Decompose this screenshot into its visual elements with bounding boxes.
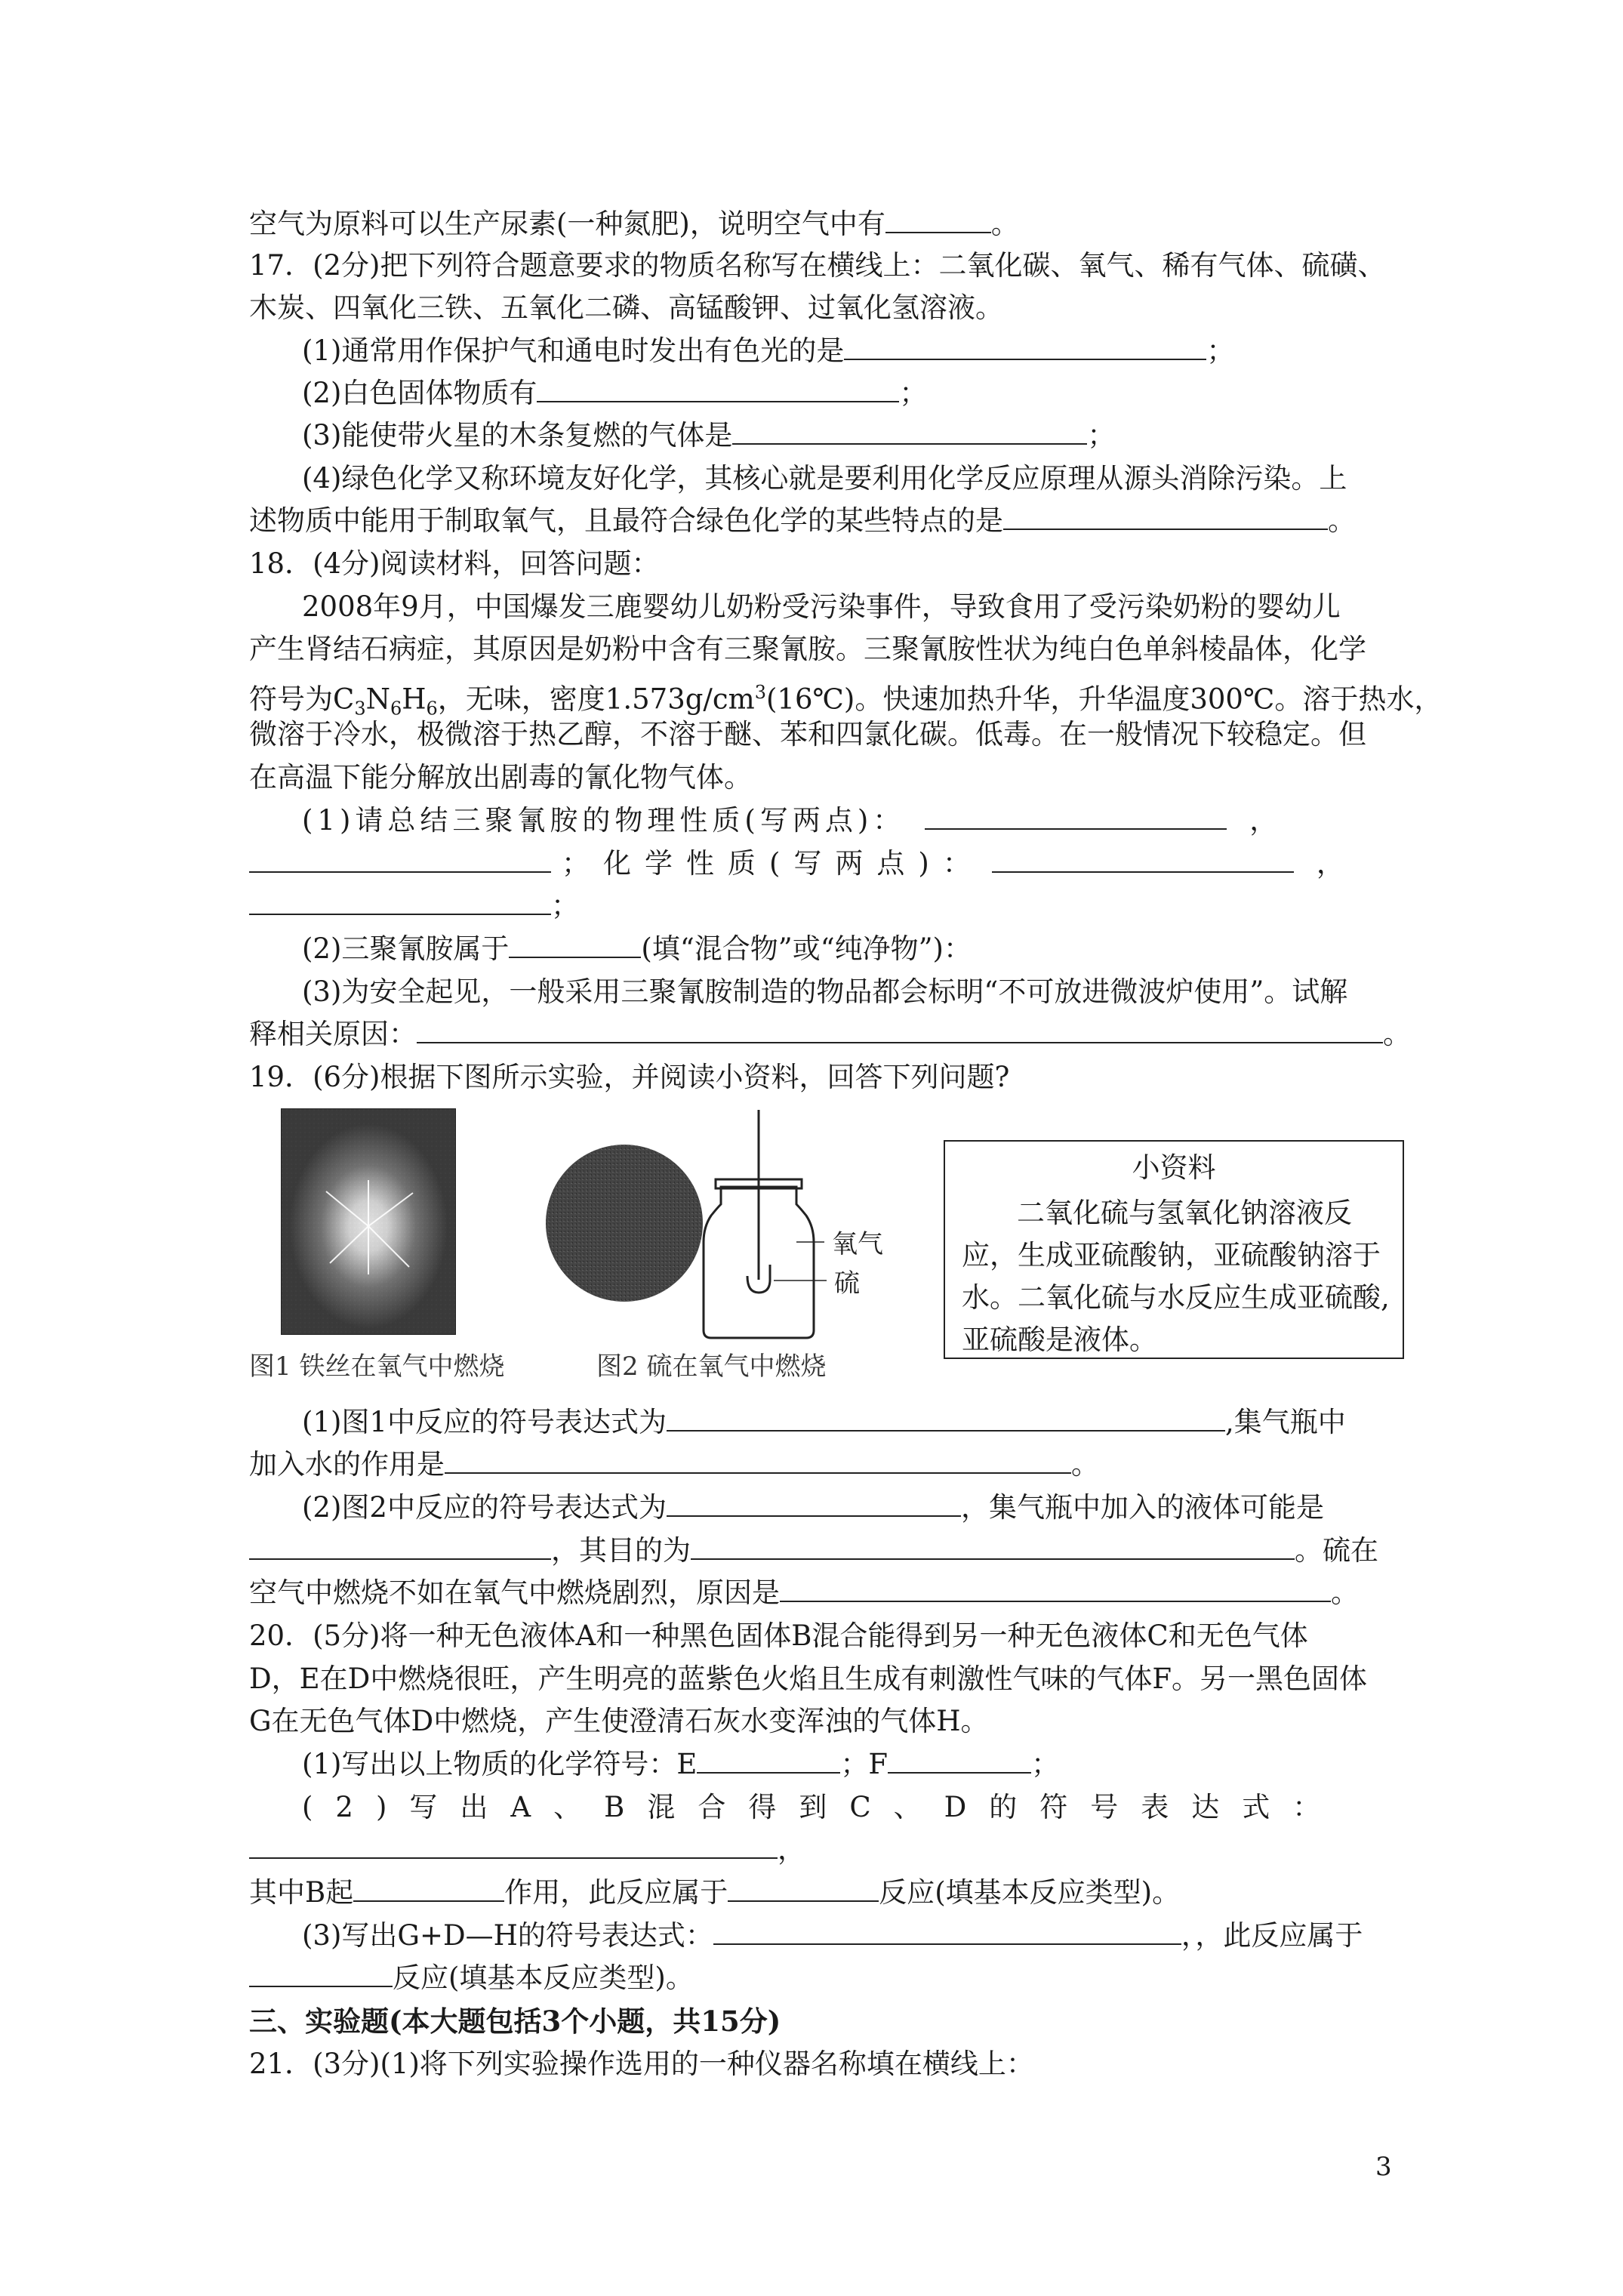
text: ； bbox=[1206, 334, 1235, 367]
question-20-part-3 bbox=[249, 1958, 1397, 1999]
text: 释相关原因： bbox=[249, 1018, 417, 1050]
page-number: 3 bbox=[1375, 2152, 1392, 2182]
text: 加入水的作用是 bbox=[249, 1448, 445, 1481]
text: (2)写出A、B混合得到C、D的符号表达式： bbox=[302, 1791, 1344, 1823]
info-box-line: 应，生成亚硫酸钠，亚硫酸钠溶于 bbox=[962, 1239, 1381, 1271]
info-box-title: 小资料 bbox=[1132, 1151, 1216, 1184]
sulfur-flame-photo bbox=[546, 1145, 703, 1302]
text: ， bbox=[1249, 804, 1278, 837]
text: (4)绿色化学又称环境友好化学，其核心就是要利用化学反应原理从源头消除污染。上 bbox=[302, 462, 1347, 495]
answer-blank[interactable] bbox=[697, 1745, 840, 1774]
text: 符号为C bbox=[249, 683, 355, 716]
text: 20．(5分)将一种无色液体A和一种黑色固体B混合能得到另一种无色液体C和无色气体 bbox=[249, 1620, 1308, 1652]
question-17-part-3 bbox=[302, 415, 1397, 456]
answer-blank[interactable] bbox=[780, 1573, 1331, 1602]
text: 。 bbox=[1383, 1018, 1411, 1050]
question-17-stem bbox=[249, 288, 1397, 328]
text: (16℃)。快速加热升华，升华温度300℃。溶于热水， bbox=[765, 683, 1443, 716]
answer-blank[interactable] bbox=[445, 1445, 1071, 1474]
oxygen-label: 氧气 bbox=[832, 1229, 883, 1259]
info-box-line: 二氧化硫与氢氧化钠溶液反 bbox=[1017, 1197, 1352, 1229]
question-17-part-4 bbox=[249, 501, 1397, 541]
text: 。 bbox=[1331, 1576, 1359, 1609]
info-box bbox=[944, 1140, 1404, 1359]
answer-blank[interactable] bbox=[249, 886, 551, 915]
figure-1-caption: 图1 铁丝在氧气中燃烧 bbox=[249, 1351, 505, 1382]
question-18-part-3 bbox=[302, 972, 1397, 1012]
question-20-stem bbox=[249, 1659, 1397, 1700]
question-20-part-1 bbox=[302, 1744, 1397, 1785]
answer-blank[interactable] bbox=[537, 374, 899, 402]
text: ，其目的为 bbox=[551, 1534, 691, 1567]
text: ；F bbox=[840, 1748, 888, 1780]
reading-material bbox=[249, 757, 1397, 798]
answer-blank[interactable] bbox=[728, 1873, 879, 1902]
answer-blank[interactable] bbox=[885, 205, 991, 233]
text: 。 bbox=[1071, 1448, 1099, 1481]
question-17-stem bbox=[249, 245, 1397, 286]
question-20-stem bbox=[249, 1701, 1397, 1742]
text: 在高温下能分解放出剧毒的氰化物气体。 bbox=[249, 761, 752, 794]
text: (1)写出以上物质的化学符号：E bbox=[302, 1748, 698, 1780]
text: (2)三聚氰胺属于 bbox=[302, 932, 510, 965]
text: 19．(6分)根据下图所示实验，并阅读小资料，回答下列问题? bbox=[249, 1061, 1010, 1093]
answer-blank[interactable] bbox=[1003, 501, 1328, 530]
question-20-part-3 bbox=[302, 1915, 1397, 1956]
question-17-part-4 bbox=[302, 458, 1397, 499]
answer-blank[interactable] bbox=[249, 844, 551, 873]
text: (2)图2中反应的符号表达式为 bbox=[302, 1491, 667, 1524]
info-box-line: 亚硫酸是液体。 bbox=[962, 1324, 1157, 1356]
question-20-part-2 bbox=[249, 1872, 1397, 1913]
text: G在无色气体D中燃烧，产生使澄清石灰水变浑浊的气体H。 bbox=[249, 1705, 989, 1737]
text: 反应(填基本反应类型)。 bbox=[393, 1962, 694, 1994]
reading-material bbox=[302, 587, 1397, 627]
text-line bbox=[249, 204, 1397, 245]
answer-blank[interactable] bbox=[713, 1916, 1181, 1945]
text: 反应(填基本反应类型)。 bbox=[879, 1876, 1181, 1909]
text: 空气为原料可以生产尿素(一种氮肥)，说明空气中有 bbox=[249, 208, 885, 240]
question-18-part-2 bbox=[302, 929, 1397, 969]
info-box-line: 水。二氧化硫与水反应生成亚硫酸, bbox=[962, 1281, 1390, 1314]
question-19-part-2 bbox=[249, 1573, 1397, 1613]
text: ， bbox=[1316, 847, 1344, 880]
subscript: 6 bbox=[390, 698, 402, 720]
text: 18．(4分)阅读材料，回答问题： bbox=[249, 547, 660, 580]
answer-blank[interactable] bbox=[417, 1015, 1383, 1043]
answer-blank[interactable] bbox=[691, 1531, 1295, 1560]
text: ，集气瓶中加入的液体可能是 bbox=[960, 1491, 1324, 1524]
question-18-part-1 bbox=[249, 886, 1397, 926]
answer-blank[interactable] bbox=[249, 1830, 778, 1859]
text: ；化学性质(写两点)： bbox=[562, 847, 984, 880]
text: ； bbox=[1031, 1748, 1060, 1780]
question-19-part-2 bbox=[249, 1530, 1397, 1571]
text: ，，此反应属于 bbox=[1181, 1919, 1363, 1952]
question-18-part-1 bbox=[249, 843, 1397, 884]
text: 其中B起 bbox=[249, 1876, 354, 1909]
question-17-part-1 bbox=[302, 331, 1397, 371]
text: 。硫在 bbox=[1295, 1534, 1378, 1567]
text: (1)图1中反应的符号表达式为 bbox=[302, 1406, 667, 1438]
answer-blank[interactable] bbox=[249, 1959, 393, 1987]
question-18-stem bbox=[249, 544, 1397, 584]
answer-blank[interactable] bbox=[888, 1745, 1031, 1774]
text: (2)白色固体物质有 bbox=[302, 377, 537, 409]
text: (1)通常用作保护气和通电时发出有色光的是 bbox=[302, 334, 845, 367]
text: 产生肾结石病症，其原因是奶粉中含有三聚氰胺。三聚氰胺性状为纯白色单斜棱晶体，化学 bbox=[249, 633, 1366, 665]
text: 微溶于冷水，极微溶于热乙醇，不溶于醚、苯和四氯化碳。低毒。在一般情况下较稳定。但 bbox=[249, 718, 1366, 750]
text: ； bbox=[899, 377, 928, 409]
iron-wire-burning-photo bbox=[281, 1108, 456, 1335]
text: N bbox=[365, 683, 390, 716]
text: 。 bbox=[1328, 504, 1356, 537]
question-20-part-2 bbox=[249, 1829, 1397, 1870]
text: 述物质中能用于制取氧气，且最符合绿色化学的某些特点的是 bbox=[249, 504, 1003, 537]
question-19-stem bbox=[249, 1057, 1397, 1098]
text: (3)写出G+D—H的符号表达式： bbox=[302, 1919, 713, 1952]
question-19-part-1 bbox=[249, 1444, 1397, 1485]
question-18-part-1 bbox=[302, 800, 1397, 841]
sulfur-burning-diagram bbox=[544, 1095, 898, 1348]
sulfur-label: 硫 bbox=[834, 1268, 860, 1299]
answer-blank[interactable] bbox=[667, 1403, 1225, 1432]
section-heading: 三、实验题(本大题包括3个小题，共15分) bbox=[249, 2005, 781, 2038]
subscript: 3 bbox=[354, 698, 366, 720]
text: 。 bbox=[990, 208, 1019, 240]
question-19-part-1 bbox=[302, 1402, 1397, 1443]
answer-blank[interactable] bbox=[732, 416, 1087, 445]
reading-material bbox=[249, 629, 1397, 670]
reading-material bbox=[249, 714, 1397, 755]
text: 17．(2分)把下列符合题意要求的物质名称写在横线上：二氧化碳、氧气、稀有气体、硫磺、 bbox=[249, 249, 1386, 282]
text: (填“混合物”或“纯净物”)： bbox=[641, 932, 972, 965]
text: ； bbox=[1087, 419, 1116, 451]
subscript: 6 bbox=[426, 698, 438, 720]
answer-blank[interactable] bbox=[844, 331, 1206, 360]
text: H bbox=[402, 683, 427, 716]
figure-2-caption: 图2 硫在氧气中燃烧 bbox=[596, 1351, 827, 1382]
text: ， bbox=[778, 1833, 805, 1866]
answer-blank[interactable] bbox=[509, 929, 641, 958]
text: ，无味，密度1.573g/cm bbox=[437, 683, 755, 716]
superscript: 3 bbox=[754, 682, 766, 703]
text: 空气中燃烧不如在氧气中燃烧剧烈，原因是 bbox=[249, 1576, 780, 1609]
question-18-part-3 bbox=[249, 1014, 1411, 1055]
text: 作用，此反应属于 bbox=[504, 1876, 728, 1909]
text: (3)为安全起见，一般采用三聚氰胺制造的物品都会标明“不可放进微波炉使用”。试解 bbox=[302, 975, 1348, 1008]
question-21-stem: 21．(3分)(1)将下列实验操作选用的一种仪器名称填在横线上： bbox=[249, 2048, 1034, 2080]
text: (3)能使带火星的木条复燃的气体是 bbox=[302, 419, 733, 451]
question-20-part-2 bbox=[302, 1787, 1397, 1828]
text: 木炭、四氧化三铁、五氧化二磷、高锰酸钾、过氧化氢溶液。 bbox=[249, 291, 1003, 324]
answer-blank[interactable] bbox=[667, 1488, 961, 1517]
answer-blank[interactable] bbox=[992, 844, 1294, 873]
question-17-part-2 bbox=[302, 373, 1397, 414]
answer-blank[interactable] bbox=[353, 1873, 504, 1902]
text: ； bbox=[551, 889, 579, 922]
answer-blank[interactable] bbox=[249, 1531, 551, 1560]
text: 2008年9月，中国爆发三鹿婴幼儿奶粉受污染事件，导致食用了受污染奶粉的婴幼儿 bbox=[302, 590, 1341, 623]
answer-blank[interactable] bbox=[925, 801, 1227, 830]
text: D，E在D中燃烧很旺，产生明亮的蓝紫色火焰且生成有刺激性气味的气体F。另一黑色固体 bbox=[249, 1663, 1368, 1695]
question-19-part-2 bbox=[302, 1487, 1397, 1528]
text: ,集气瓶中 bbox=[1224, 1406, 1346, 1438]
text: (1)请总结三聚氰胺的物理性质(写两点)： bbox=[302, 804, 906, 837]
question-20-stem bbox=[249, 1616, 1397, 1657]
